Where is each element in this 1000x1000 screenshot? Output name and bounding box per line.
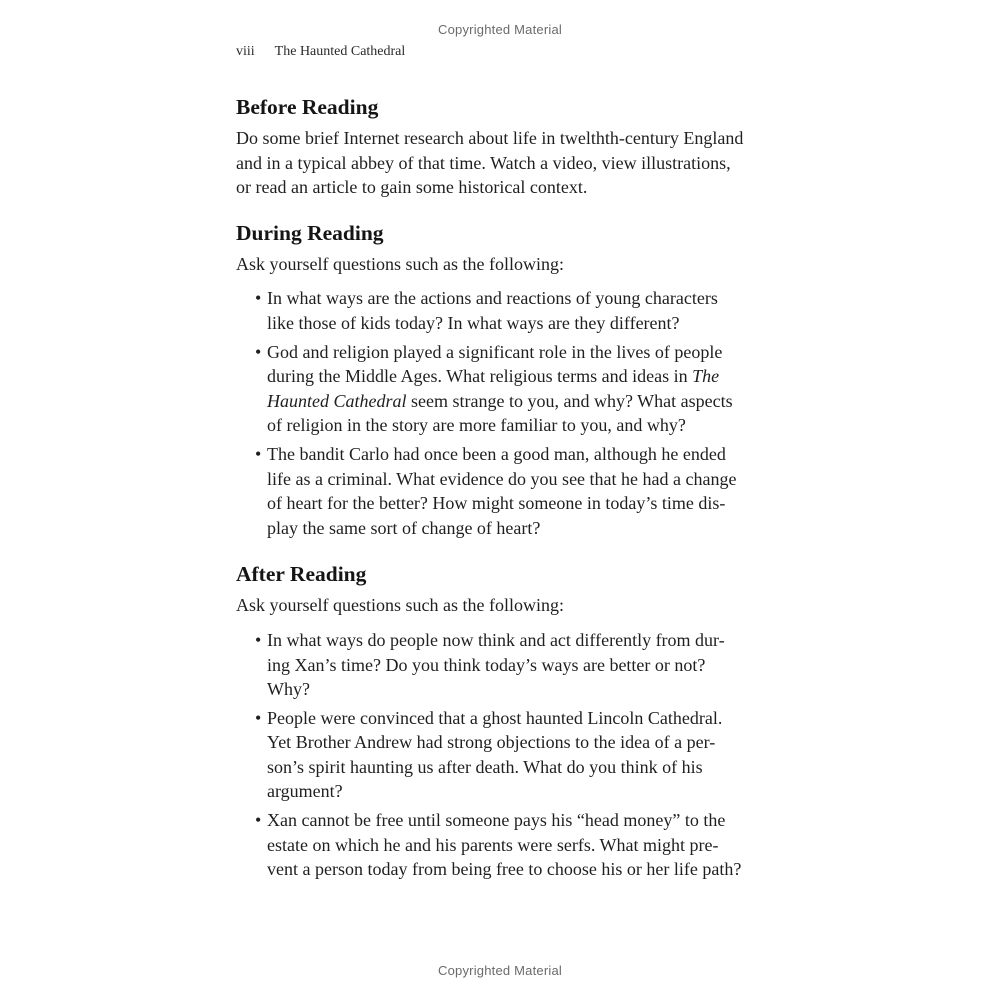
bullet-icon: • xyxy=(255,810,262,831)
bullet-icon: • xyxy=(255,288,262,309)
section-paragraph: Do some brief Internet research about life in twelthth-century England and in a typical abbey of that time. Watch a video, view illustrations, or read an article to gain some historical context. xyxy=(236,128,744,198)
book-title-italic: The Haunted Cathedral xyxy=(267,366,720,411)
list-item xyxy=(236,628,746,702)
list-item-text: In what ways are the actions and reactions of young characters like those of kids today? In what ways are they different? xyxy=(267,288,718,333)
list-item xyxy=(236,286,746,335)
copyright-watermark-top: Copyrighted Material xyxy=(438,22,562,37)
section-heading: During Reading xyxy=(236,220,384,245)
section-heading: After Reading xyxy=(236,562,367,587)
question-list xyxy=(236,628,746,882)
section-heading: Before Reading xyxy=(236,95,379,119)
list-item xyxy=(236,808,746,882)
bullet-icon: • xyxy=(255,443,262,464)
list-item-text xyxy=(267,342,733,436)
section-intro: Ask yourself questions such as the following: xyxy=(236,595,564,616)
section-before-reading xyxy=(236,93,746,200)
list-item-text-part: seem strange to you, and why? What aspects of religion in the story are more familiar to you, and why? xyxy=(267,390,733,436)
bullet-icon: • xyxy=(255,707,262,728)
list-item-text: People were convinced that a ghost haunted Lincoln Cathedral. Yet Brother Andrew had strong objections to the idea of a per-son’s spirit haunting us after death. What do you think of his argument? xyxy=(267,707,723,802)
copyright-watermark-bottom: Copyrighted Material xyxy=(438,963,562,978)
list-item xyxy=(236,442,746,540)
section-during-reading xyxy=(236,219,746,541)
running-head xyxy=(236,44,405,60)
list-item xyxy=(236,340,746,438)
section-intro: Ask yourself questions such as the following: xyxy=(236,253,564,274)
list-item-text: In what ways do people now think and act differently from dur-ing Xan’s time? Do you think today’s ways are better or not? Why? xyxy=(267,629,725,700)
bullet-icon: • xyxy=(255,341,262,362)
page-number: viii xyxy=(236,44,255,59)
question-list xyxy=(236,286,746,540)
page-body xyxy=(236,93,746,882)
list-item-text: Xan cannot be free until someone pays his “head money” to the estate on which he and his parents were serfs. What might pre-vent a person today from being free to choose his or her life path? xyxy=(267,810,742,880)
list-item-text-part: God and religion played a significant role in the lives of people during the Middle Ages. What religious terms and ideas in xyxy=(267,341,723,387)
list-item xyxy=(236,706,746,804)
bullet-icon: • xyxy=(255,629,262,650)
list-item-text: The bandit Carlo had once been a good man, although he ended life as a criminal. What evidence do you see that he had a change of heart for the better? How might someone in today’s time dis-play the same sort of change of heart? xyxy=(267,443,737,538)
book-title: The Haunted Cathedral xyxy=(274,44,406,59)
section-after-reading xyxy=(236,560,746,882)
